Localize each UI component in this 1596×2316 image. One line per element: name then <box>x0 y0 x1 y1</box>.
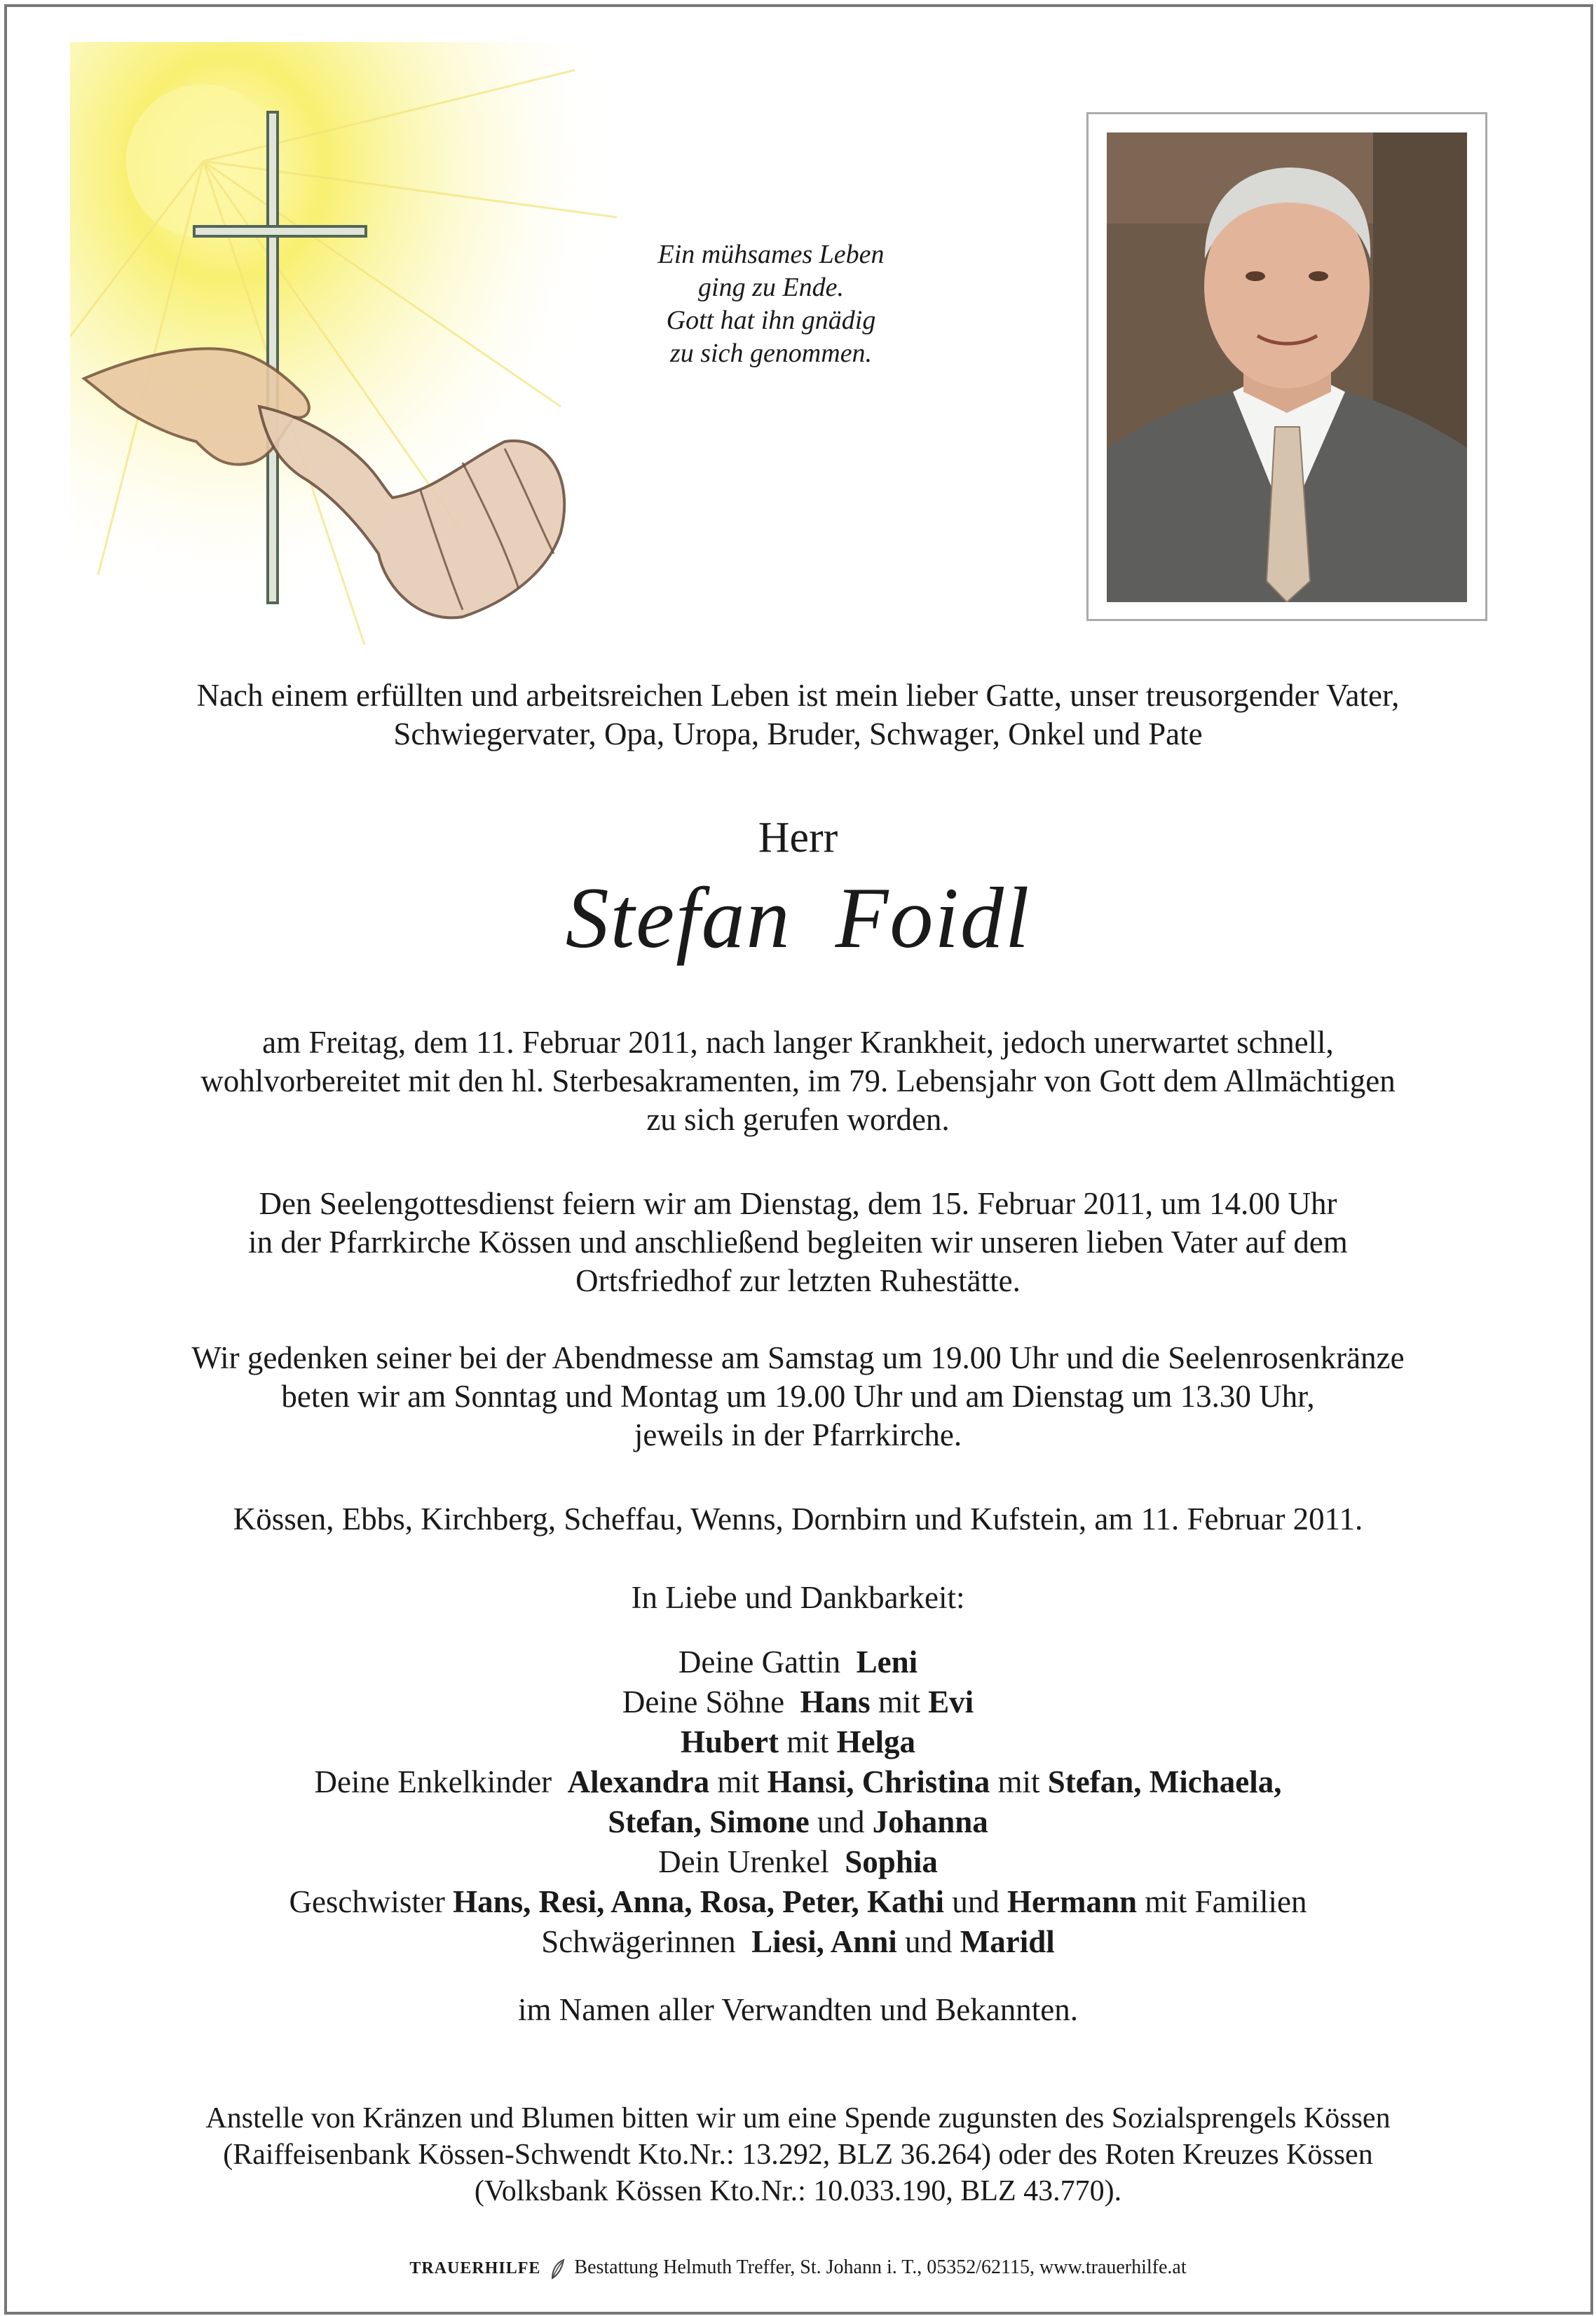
death-line: zu sich gerufen worden. <box>646 1102 950 1137</box>
prayer-schedule <box>70 1339 1526 1455</box>
name: Leni <box>856 1644 918 1680</box>
family-row-gattin <box>70 1642 1526 1682</box>
label: Dein Urenkel <box>658 1844 829 1879</box>
connector: mit <box>717 1764 760 1799</box>
prayer-line: jeweils in der Pfarrkirche. <box>634 1417 962 1452</box>
honorific: Herr <box>758 814 838 861</box>
connector: und <box>817 1804 865 1839</box>
connector: und <box>905 1924 953 1959</box>
label: Deine Enkelkinder <box>314 1764 552 1799</box>
funeral-line: Ortsfriedhof zur letzten Ruhestätte. <box>575 1263 1021 1298</box>
funeral-service <box>70 1185 1526 1300</box>
prayer-line: Wir gedenken seiner bei der Abendmesse am Samstag um 19.00 Uhr und die Seelenrosenkränze <box>191 1340 1405 1375</box>
name: Johanna <box>872 1804 988 1839</box>
leaf-icon <box>550 2259 565 2280</box>
motto-line: Gott hat ihn gnädig <box>666 306 876 335</box>
last-name: Foidl <box>835 870 1031 966</box>
name: Stefan, Michaela, <box>1047 1764 1282 1799</box>
donation-request <box>70 2100 1526 2209</box>
label: Schwägerinnen <box>541 1924 736 1959</box>
family-row-soehne-2 <box>70 1722 1526 1762</box>
motto-line: Ein mühsames Leben <box>657 240 885 269</box>
motto-line: zu sich genommen. <box>669 339 873 368</box>
death-line: wohlvorbereitet mit den hl. Sterbesakramenten, im 79. Lebensjahr von Gott dem Allmächtigen <box>200 1063 1396 1098</box>
name: Helga <box>836 1724 915 1759</box>
first-name: Stefan <box>565 870 791 966</box>
donation-line: (Volksbank Kössen Kto.Nr.: 10.033.190, BLZ 43.770). <box>474 2175 1122 2207</box>
funeral-line: Den Seelengottesdienst feiern wir am Dienstag, dem 15. Februar 2011, um 14.00 Uhr <box>259 1186 1337 1221</box>
family-row-geschwister <box>70 1882 1526 1922</box>
name: Hansi, Christina <box>767 1764 990 1799</box>
label: Deine Gattin <box>678 1644 841 1680</box>
family-row-schwaegerinnen <box>70 1922 1526 1962</box>
donation-line: Anstelle von Kränzen und Blumen bitten wir um eine Spende zugunsten des Sozialsprengels Kössen <box>205 2102 1391 2134</box>
name: Stefan, Simone <box>608 1804 810 1839</box>
cross-and-hands-illustration <box>70 42 631 673</box>
place-and-date: Kössen, Ebbs, Kirchberg, Scheffau, Wenns, Dornbirn und Kufstein, am 11. Februar 2011. <box>233 1501 1363 1537</box>
family-row-enkel <box>70 1762 1526 1802</box>
name: Liesi, Anni <box>751 1924 897 1959</box>
connector: und <box>952 1884 1000 1919</box>
motto-line: ging zu Ende. <box>698 273 844 302</box>
death-notice <box>70 1023 1526 1139</box>
deceased-name <box>70 869 1526 967</box>
intro-line: Schwiegervater, Opa, Uropa, Bruder, Schwager, Onkel und Pate <box>393 716 1203 751</box>
name: Evi <box>928 1684 974 1719</box>
name: Alexandra <box>567 1764 710 1799</box>
portrait-frame <box>1086 112 1487 621</box>
family-row-enkel-2 <box>70 1802 1526 1842</box>
family-list <box>70 1642 1526 1962</box>
dedication: In Liebe und Dankbarkeit: <box>631 1580 965 1615</box>
prayer-line: beten wir am Sonntag und Montag um 19.00 Uhr und am Dienstag um 13.30 Uhr, <box>281 1379 1315 1414</box>
name: Hubert <box>681 1724 779 1759</box>
family-row-soehne <box>70 1682 1526 1722</box>
footer-text: Bestattung Helmuth Treffer, St. Johann i. T., 05352/62115, www.trauerhilfe.at <box>574 2256 1187 2278</box>
brand-name: TRAUERHILFE <box>409 2259 541 2277</box>
label: Geschwister <box>289 1884 445 1919</box>
name: Hermann <box>1007 1884 1138 1919</box>
donation-line: (Raiffeisenbank Kössen-Schwendt Kto.Nr.: 13.292, BLZ 36.264) oder des Roten Kreuzes Kössen <box>223 2139 1373 2171</box>
footer <box>70 2256 1526 2280</box>
name: Maridl <box>960 1924 1055 1959</box>
name: Hans, Resi, Anna, Rosa, Peter, Kathi <box>453 1884 945 1919</box>
intro-line: Nach einem erfüllten und arbeitsreichen Leben ist mein lieber Gatte, unser treusorgender Vater, <box>196 678 1400 713</box>
connector: mit <box>786 1724 829 1759</box>
name: Sophia <box>845 1844 938 1879</box>
name: Hans <box>800 1684 871 1719</box>
family-row-urenkel <box>70 1842 1526 1882</box>
death-line: am Freitag, dem 11. Februar 2011, nach langer Krankheit, jedoch unerwartet schnell, <box>262 1025 1334 1060</box>
closing-line: im Namen aller Verwandten und Bekannten. <box>518 1992 1078 2027</box>
connector: mit <box>878 1684 920 1719</box>
connector: mit Familien <box>1145 1884 1307 1919</box>
label: Deine Söhne <box>622 1684 785 1719</box>
portrait-photo <box>1107 132 1467 602</box>
intro-text <box>70 676 1526 754</box>
connector: mit <box>997 1764 1040 1799</box>
motto-quote <box>561 238 981 370</box>
funeral-line: in der Pfarrkirche Kössen und anschließend begleiten wir unseren lieben Vater auf dem <box>248 1225 1348 1260</box>
